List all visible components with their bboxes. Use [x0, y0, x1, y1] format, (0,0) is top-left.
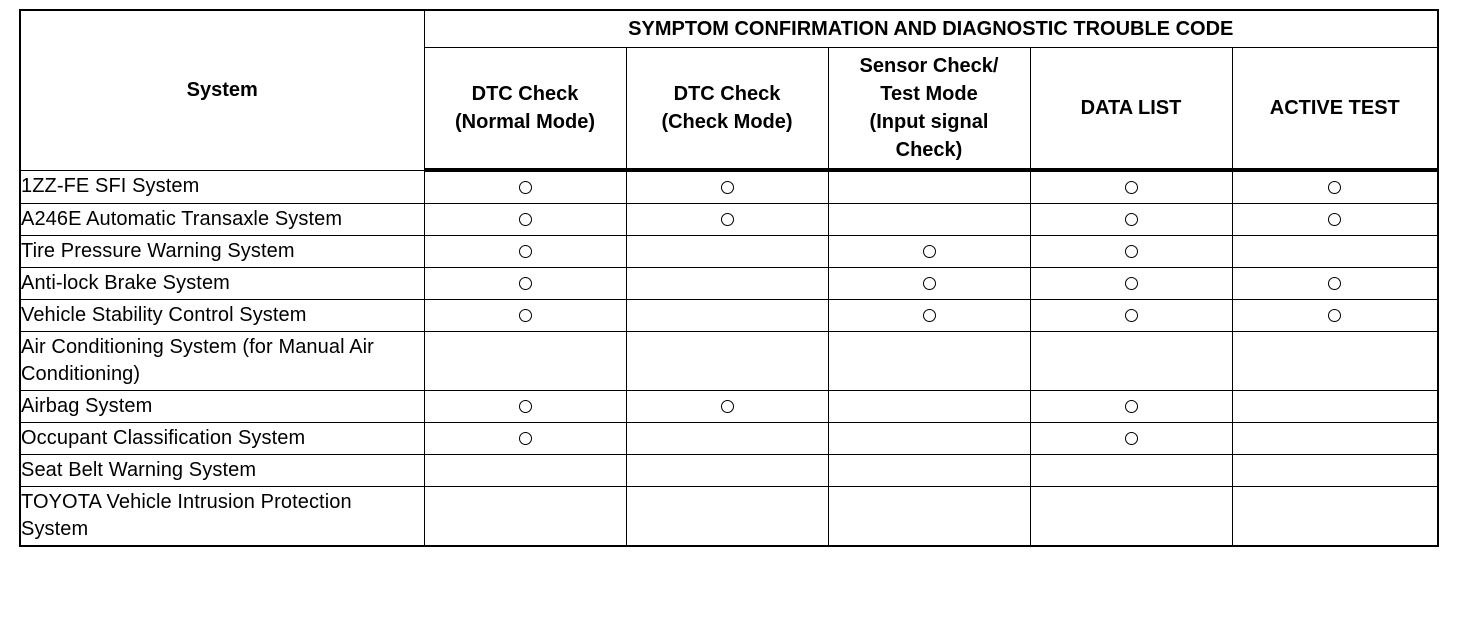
circle-icon [721, 181, 734, 194]
mark-cell [626, 423, 828, 455]
mark-cell [1030, 204, 1232, 236]
mark-cell [828, 391, 1030, 423]
mark-cell [1030, 487, 1232, 547]
circle-icon [1328, 213, 1341, 226]
column-header-line: DATA LIST [1080, 97, 1182, 119]
system-name-cell: Airbag System [20, 391, 424, 423]
mark-cell [626, 391, 828, 423]
mark-cell [1232, 391, 1438, 423]
circle-icon [519, 432, 532, 445]
mark-cell [1232, 423, 1438, 455]
system-name-cell: TOYOTA Vehicle Intrusion Protection System [20, 487, 424, 547]
mark-cell [828, 268, 1030, 300]
table-body [20, 170, 1438, 546]
mark-cell [828, 236, 1030, 268]
circle-icon [923, 277, 936, 290]
circle-icon [923, 309, 936, 322]
circle-icon [721, 213, 734, 226]
table-row [20, 170, 1438, 204]
column-header-line: ACTIVE TEST [1269, 97, 1400, 119]
circle-icon [519, 400, 532, 413]
circle-icon [519, 213, 532, 226]
circle-icon [1328, 277, 1341, 290]
column-header-line: Test Mode [880, 83, 978, 105]
circle-icon [1328, 309, 1341, 322]
mark-cell [626, 300, 828, 332]
table-row [20, 236, 1438, 268]
column-header-line: (Input signal [869, 111, 989, 133]
mark-cell [626, 268, 828, 300]
mark-cell [626, 170, 828, 204]
circle-icon [1125, 245, 1138, 258]
system-name-cell: Air Conditioning System (for Manual Air Conditioning) [20, 332, 424, 391]
system-name-cell: Vehicle Stability Control System [20, 300, 424, 332]
column-header-active-test [1232, 48, 1438, 171]
table-row [20, 487, 1438, 547]
mark-cell [828, 332, 1030, 391]
mark-cell [424, 423, 626, 455]
circle-icon [1125, 432, 1138, 445]
mark-cell [1232, 268, 1438, 300]
mark-cell [1232, 236, 1438, 268]
system-column-header: System [20, 10, 424, 170]
mark-cell [828, 487, 1030, 547]
table-row [20, 204, 1438, 236]
mark-cell [626, 487, 828, 547]
table-row [20, 300, 1438, 332]
mark-cell [1030, 391, 1232, 423]
mark-cell [424, 332, 626, 391]
mark-cell [626, 204, 828, 236]
column-header-dtc-check-check [626, 48, 828, 171]
column-header-line: DTC Check [471, 83, 579, 105]
table-row [20, 391, 1438, 423]
mark-cell [424, 455, 626, 487]
mark-cell [1030, 268, 1232, 300]
table-row [20, 455, 1438, 487]
mark-cell [424, 204, 626, 236]
mark-cell [1030, 170, 1232, 204]
column-header-line: (Normal Mode) [455, 111, 595, 133]
mark-cell [424, 391, 626, 423]
system-name-cell: Seat Belt Warning System [20, 455, 424, 487]
circle-icon [1125, 213, 1138, 226]
column-header-line: Sensor Check/ [859, 55, 999, 77]
circle-icon [519, 245, 532, 258]
mark-cell [424, 487, 626, 547]
mark-cell [424, 268, 626, 300]
mark-cell [424, 300, 626, 332]
mark-cell [1232, 332, 1438, 391]
circle-icon [1125, 309, 1138, 322]
mark-cell [424, 170, 626, 204]
circle-icon [519, 309, 532, 322]
column-header-line: (Check Mode) [661, 111, 793, 133]
mark-cell [626, 236, 828, 268]
column-header-dtc-check-normal [424, 48, 626, 171]
system-name-cell: Occupant Classification System [20, 423, 424, 455]
column-header-data-list [1030, 48, 1232, 171]
circle-icon [519, 181, 532, 194]
mark-cell [828, 455, 1030, 487]
symptom-dtc-group-header: SYMPTOM CONFIRMATION AND DIAGNOSTIC TROUBLE CODE [424, 10, 1438, 48]
circle-icon [721, 400, 734, 413]
system-name-cell: 1ZZ-FE SFI System [20, 170, 424, 204]
system-name-cell: Tire Pressure Warning System [20, 236, 424, 268]
mark-cell [424, 236, 626, 268]
circle-icon [1328, 181, 1341, 194]
diagnostic-function-table [19, 9, 1439, 547]
mark-cell [1030, 423, 1232, 455]
circle-icon [1125, 400, 1138, 413]
mark-cell [1030, 455, 1232, 487]
mark-cell [1030, 300, 1232, 332]
system-name-cell: Anti-lock Brake System [20, 268, 424, 300]
mark-cell [1232, 300, 1438, 332]
column-header-line: Check) [895, 139, 963, 161]
mark-cell [626, 332, 828, 391]
table-row [20, 423, 1438, 455]
mark-cell [626, 455, 828, 487]
system-name-cell: A246E Automatic Transaxle System [20, 204, 424, 236]
mark-cell [1232, 170, 1438, 204]
table-row [20, 268, 1438, 300]
mark-cell [828, 170, 1030, 204]
circle-icon [1125, 181, 1138, 194]
circle-icon [1125, 277, 1138, 290]
circle-icon [519, 277, 532, 290]
mark-cell [1030, 236, 1232, 268]
column-header-sensor-check [828, 48, 1030, 171]
mark-cell [1232, 487, 1438, 547]
mark-cell [1030, 332, 1232, 391]
mark-cell [828, 423, 1030, 455]
mark-cell [1232, 204, 1438, 236]
circle-icon [923, 245, 936, 258]
table-row [20, 332, 1438, 391]
column-header-line: DTC Check [673, 83, 781, 105]
mark-cell [828, 300, 1030, 332]
mark-cell [1232, 455, 1438, 487]
mark-cell [828, 204, 1030, 236]
